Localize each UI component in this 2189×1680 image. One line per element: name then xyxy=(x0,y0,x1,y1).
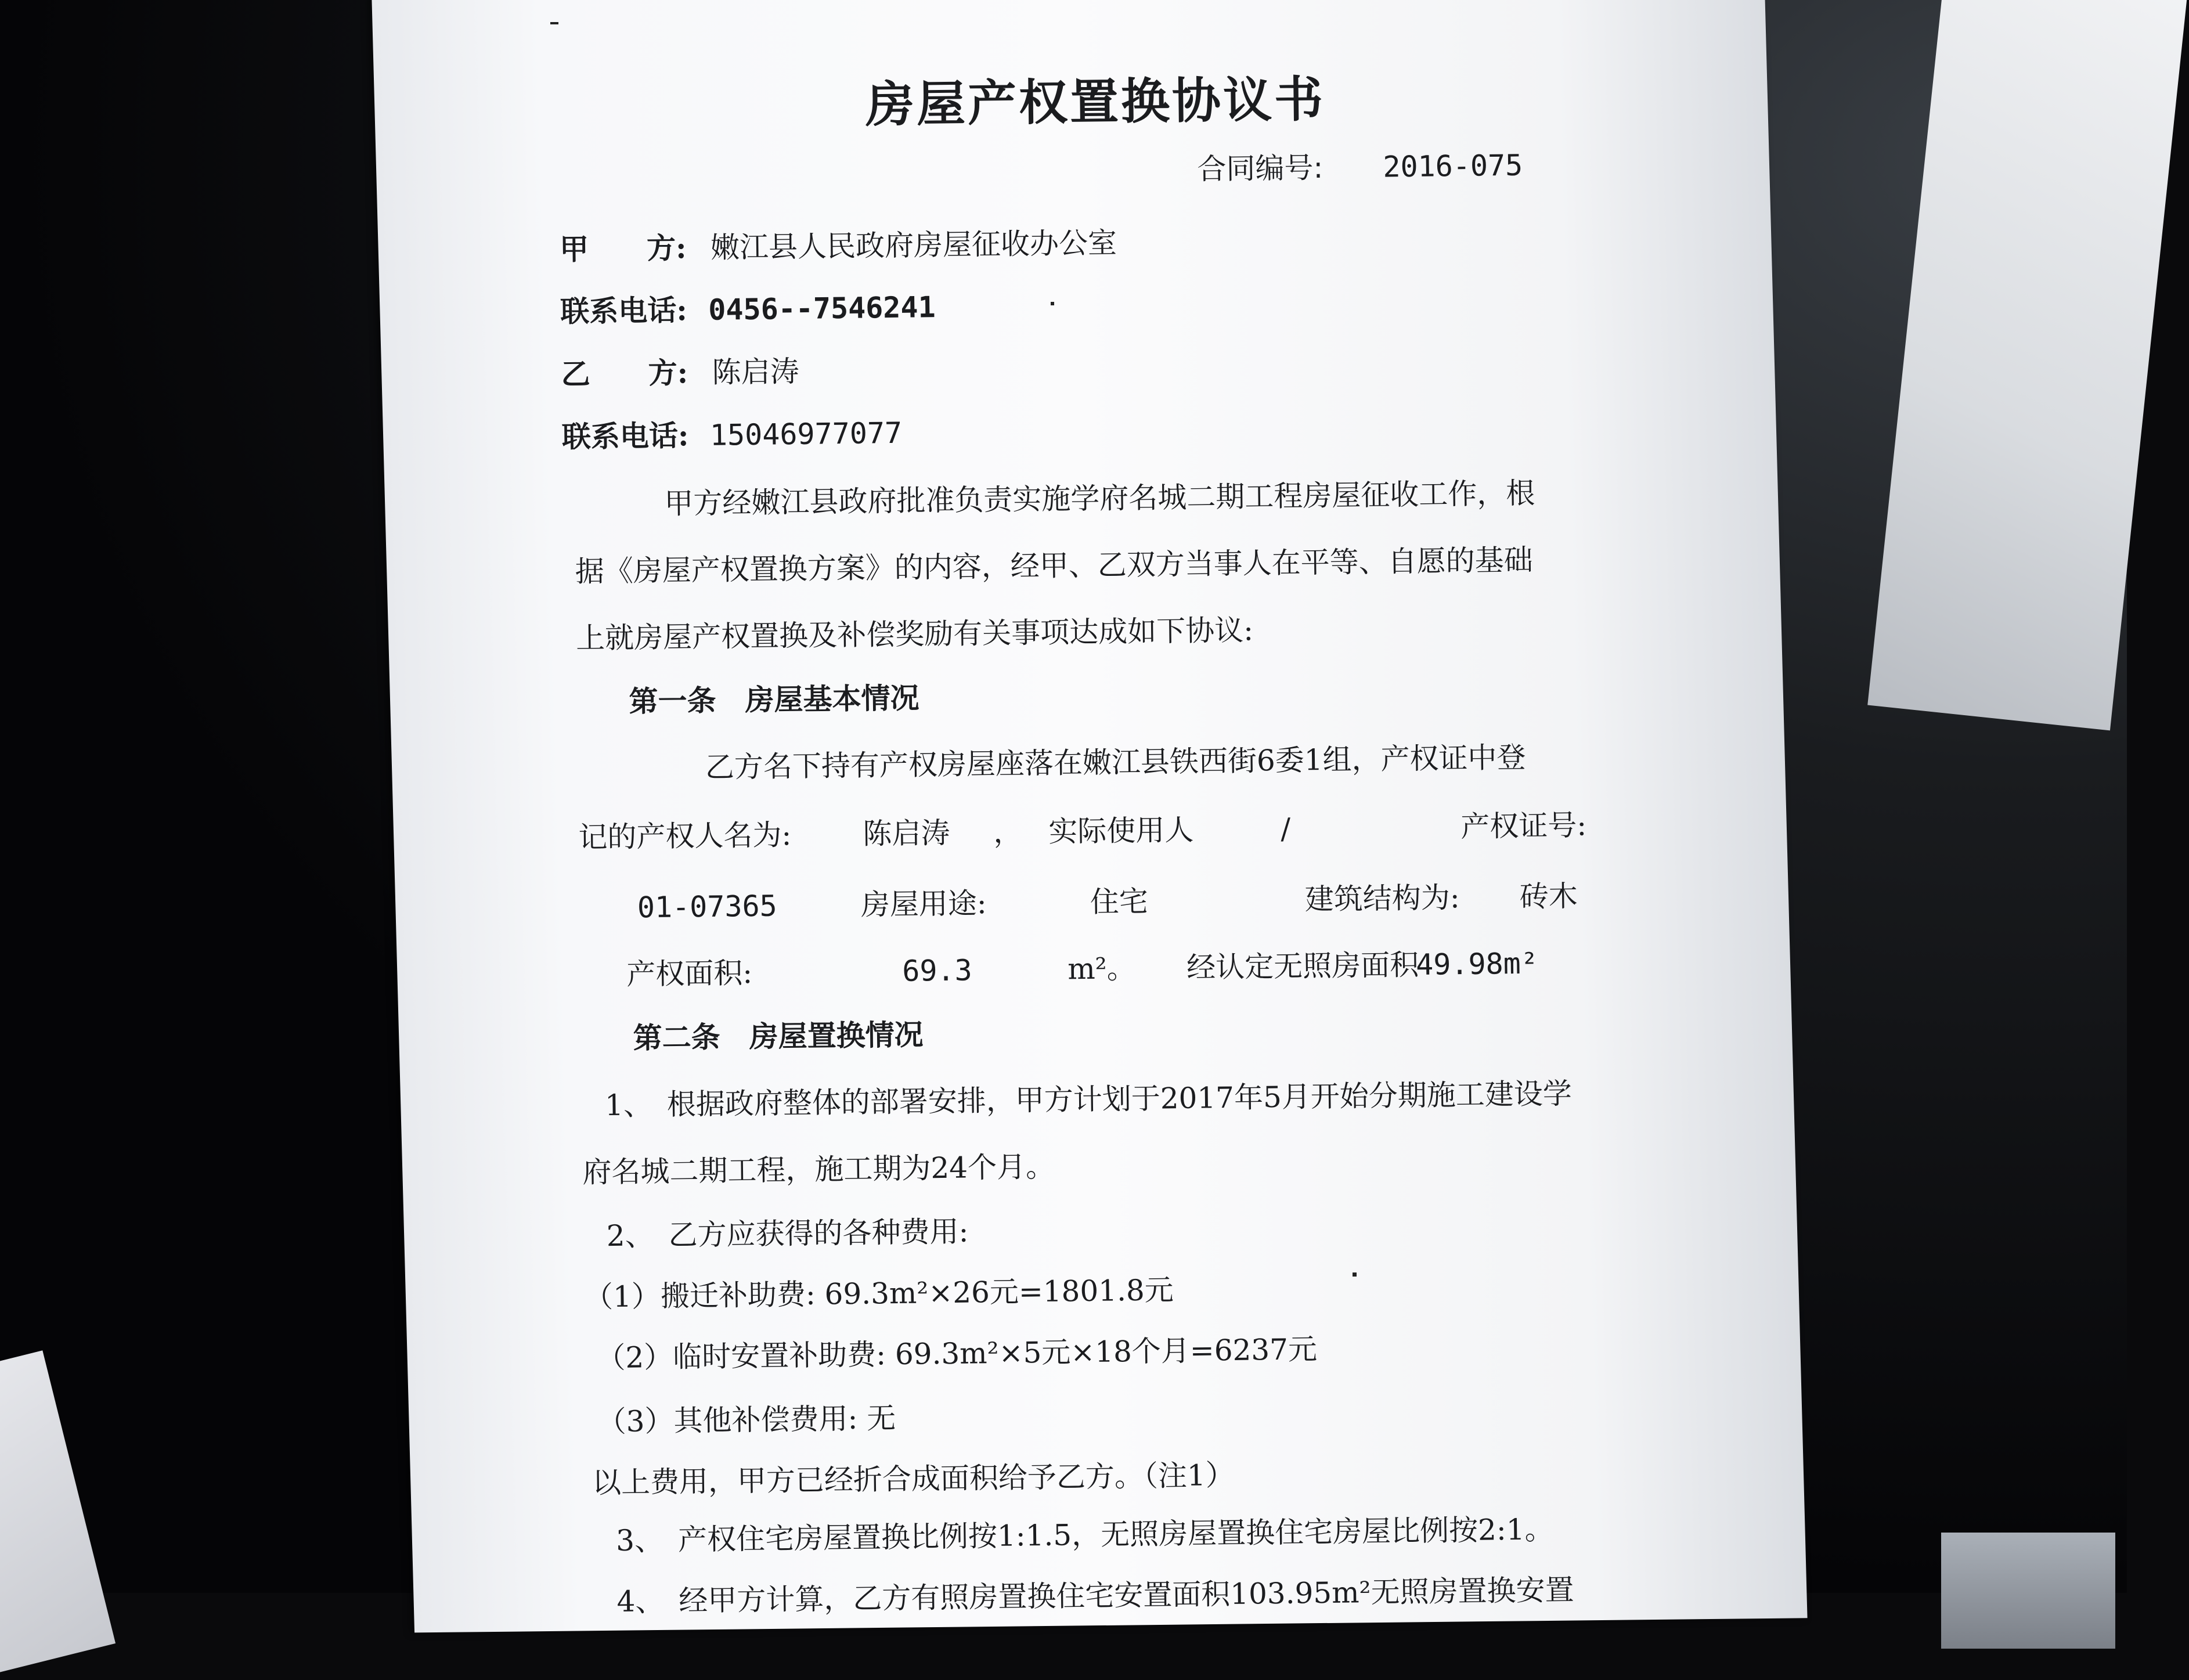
paper-speck xyxy=(1353,1272,1357,1277)
area-label: 产权面积: xyxy=(626,956,753,992)
area-unit: m²。 xyxy=(1067,951,1137,986)
party-b-name: 陈启涛 xyxy=(712,354,799,390)
fee-item-3: （3）其他补偿费用: 无 xyxy=(597,1401,896,1439)
intro-paragraph-line-3: 上就房屋产权置换及补偿奖励有关事项达成如下协议: xyxy=(575,613,1254,655)
party-a-name: 嫩江县人民政府房屋征收办公室 xyxy=(710,226,1117,265)
article-1-line-1: 乙方名下持有产权房屋座落在嫩江县铁西街6委1组，产权证中登 xyxy=(705,740,1526,784)
unlicensed-area-label: 经认定无照房面积 xyxy=(1186,947,1419,985)
party-a-phone: 0456--7546241 xyxy=(708,290,936,327)
background-surface xyxy=(1941,1533,2115,1649)
certificate-number: 01-07365 xyxy=(637,889,778,925)
paper-speck xyxy=(550,22,558,24)
owner-name: 陈启涛 xyxy=(863,816,950,851)
owner-label: 记的产权人名为: xyxy=(578,818,792,855)
house-use: 住宅 xyxy=(1090,884,1149,919)
house-use-label: 房屋用途: xyxy=(860,886,987,922)
certificate-label: 产权证号: xyxy=(1460,808,1587,844)
actual-user: / xyxy=(1280,812,1291,846)
structure-label: 建筑结构为: xyxy=(1304,881,1460,917)
party-b-phone: 15046977077 xyxy=(709,416,903,452)
document-title: 房屋产权置换协议书 xyxy=(865,70,1326,134)
article-2-item-1-line-2: 府名城二期工程，施工期为24个月。 xyxy=(582,1149,1055,1189)
contract-number: 2016-075 xyxy=(1383,148,1523,184)
party-a-label: 甲 方: xyxy=(559,230,687,266)
article-2-item-3: 3、 产权住宅房屋置换比例按1:1.5，无照房屋置换住宅房屋比例按2:1。 xyxy=(615,1512,1554,1558)
area-value: 69.3 xyxy=(901,953,973,988)
background-paper-right xyxy=(1867,0,2189,730)
article-1-heading: 第一条 房屋基本情况 xyxy=(629,680,919,719)
contract-number-label: 合同编号: xyxy=(1197,150,1324,186)
party-b-phone-label: 联系电话: xyxy=(561,418,689,454)
paper-speck xyxy=(1051,302,1054,305)
fee-item-1: （1）搬迁补助费: 69.3m²×26元=1801.8元 xyxy=(583,1273,1174,1314)
structure: 砖木 xyxy=(1519,879,1578,914)
article-2-heading: 第二条 房屋置换情况 xyxy=(633,1017,924,1055)
owner-comma: ， xyxy=(993,815,1023,849)
article-2-item-1-line-1: 1、 根据政府整体的部署安排，甲方计划于2017年5月开始分期施工建设学 xyxy=(604,1076,1573,1123)
background-paper-left xyxy=(0,1350,116,1679)
intro-paragraph-line-1: 甲方经嫩江县政府批准负责实施学府名城二期工程房屋征收工作，根 xyxy=(664,476,1535,521)
fee-item-2: （2）临时安置补助费: 69.3m²×5元×18个月=6237元 xyxy=(596,1332,1318,1375)
party-a-phone-label: 联系电话: xyxy=(560,293,688,329)
article-2-item-2: 2、 乙方应获得的各种费用: xyxy=(606,1214,969,1253)
intro-paragraph-line-2: 据《房屋产权置换方案》的内容，经甲、乙双方当事人在平等、自愿的基础 xyxy=(575,543,1534,589)
actual-user-label: 实际使用人 xyxy=(1048,813,1194,849)
article-2-item-4: 4、 经甲方计算，乙方有照房置换住宅安置面积103.95m²无照房置换安置 xyxy=(616,1573,1574,1618)
party-b-label: 乙 方: xyxy=(561,355,688,391)
unlicensed-area: 49.98m² xyxy=(1415,946,1539,982)
fee-note: 以上费用，甲方已经折合成面积给予乙方。（注1） xyxy=(592,1458,1235,1500)
